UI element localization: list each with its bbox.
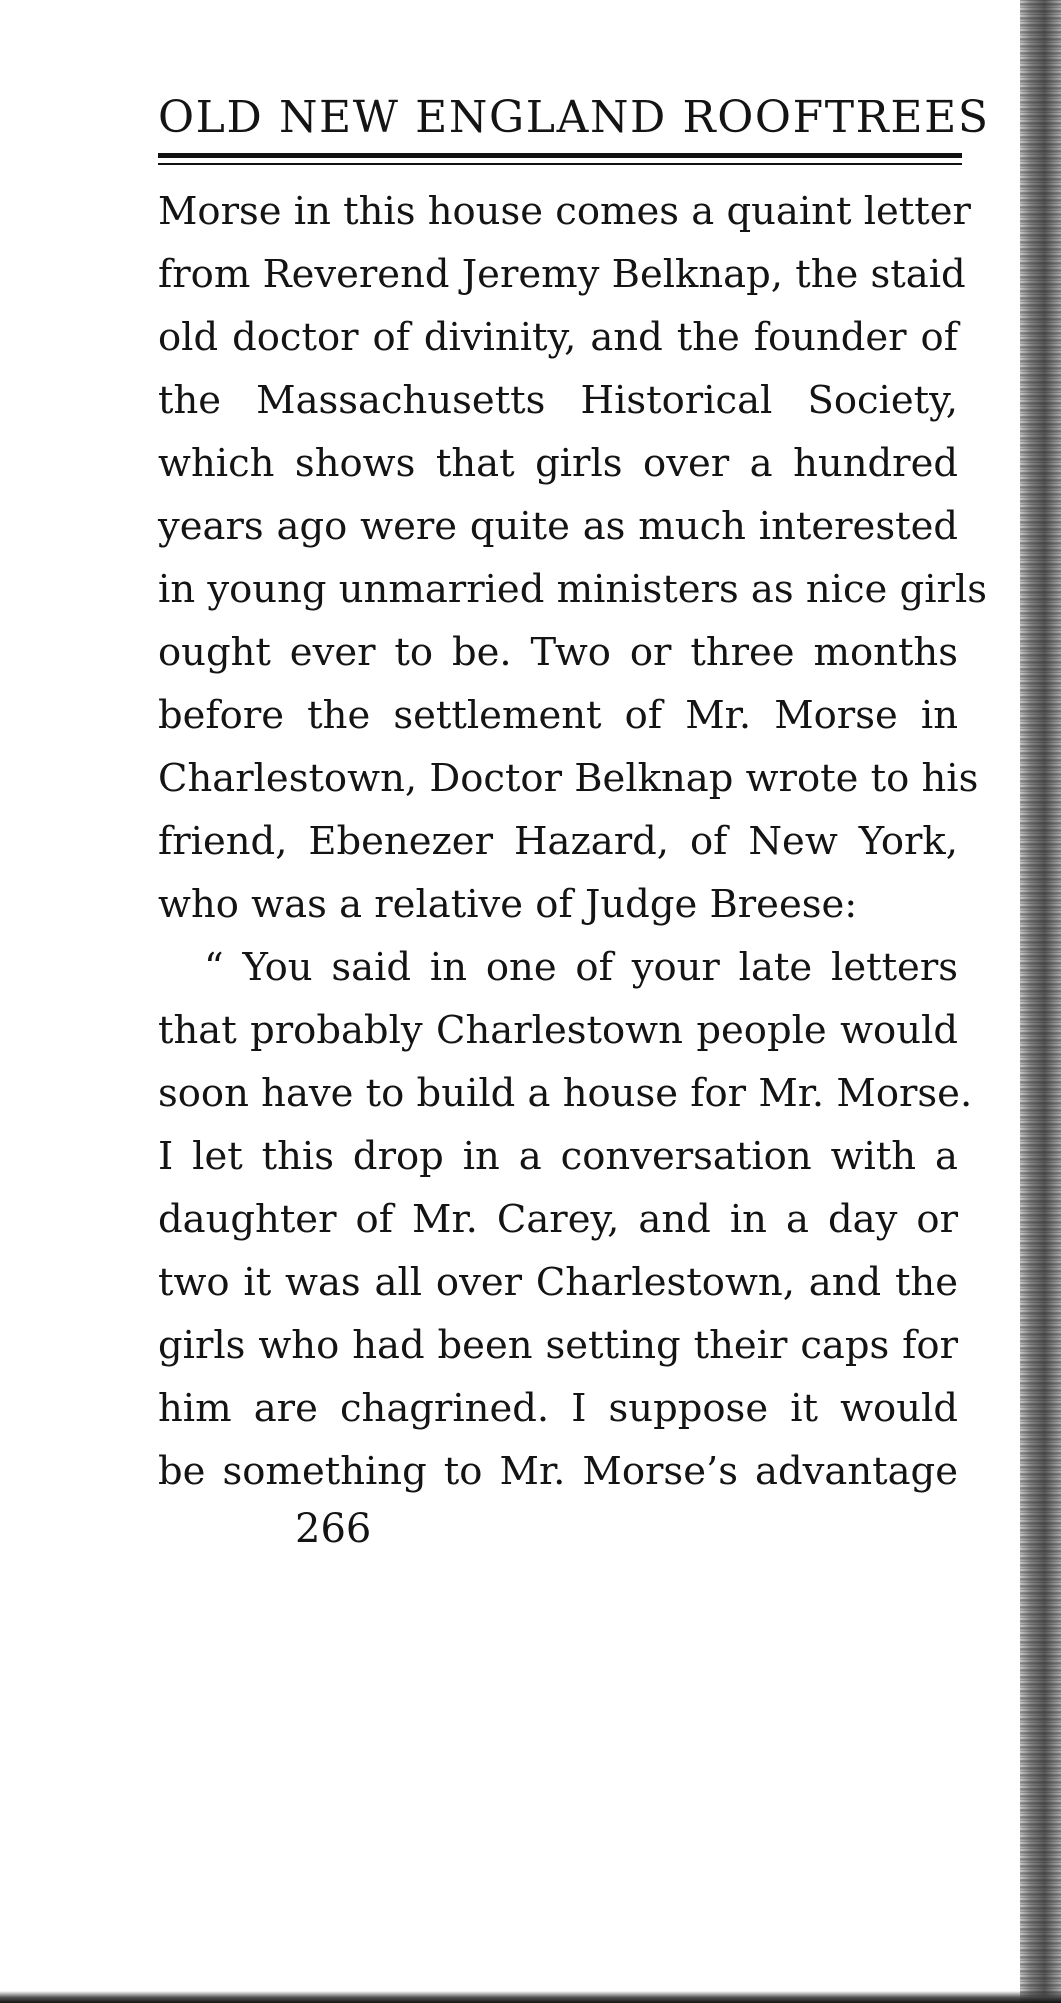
body-line: be something to Mr. Morse’s advantage bbox=[158, 1449, 958, 1494]
body-line: him are chagrined. I suppose it would bbox=[158, 1386, 958, 1431]
body-line: before the settlement of Mr. Morse in bbox=[158, 693, 958, 738]
page-bottom-edge bbox=[0, 1991, 1061, 2003]
body-line: daughter of Mr. Carey, and in a day or bbox=[158, 1197, 958, 1242]
body-line: which shows that girls over a hundred bbox=[158, 441, 958, 486]
body-line: Charlestown, Doctor Belknap wrote to his bbox=[158, 756, 979, 801]
body-line: old doctor of divinity, and the founder of bbox=[158, 315, 958, 360]
page-edge-shadow bbox=[1020, 0, 1061, 2003]
body-line: that probably Charlestown people would bbox=[158, 1008, 958, 1053]
header-rule-thin bbox=[158, 163, 962, 165]
body-line: the Massachusetts Historical Society, bbox=[158, 378, 958, 423]
body-line: “ You said in one of your late letters bbox=[204, 945, 958, 990]
body-line: years ago were quite as much interested bbox=[158, 504, 958, 549]
body-line: ought ever to be. Two or three months bbox=[158, 630, 958, 675]
body-line: soon have to build a house for Mr. Morse. bbox=[158, 1071, 973, 1116]
page-number: 266 bbox=[295, 1506, 372, 1552]
running-head: OLD NEW ENGLAND ROOFTREES bbox=[158, 92, 990, 143]
body-line: in young unmarried ministers as nice girls bbox=[158, 567, 988, 612]
body-line: two it was all over Charlestown, and the bbox=[158, 1260, 958, 1305]
body-line: who was a relative of Judge Breese: bbox=[158, 882, 858, 927]
body-line: Morse in this house comes a quaint letter bbox=[158, 189, 971, 234]
body-line: from Reverend Jeremy Belknap, the staid bbox=[158, 252, 966, 297]
body-line: friend, Ebenezer Hazard, of New York, bbox=[158, 819, 958, 864]
header-rule-thick bbox=[158, 153, 962, 158]
body-line: girls who had been setting their caps for bbox=[158, 1323, 958, 1368]
body-line: I let this drop in a conversation with a bbox=[158, 1134, 958, 1179]
